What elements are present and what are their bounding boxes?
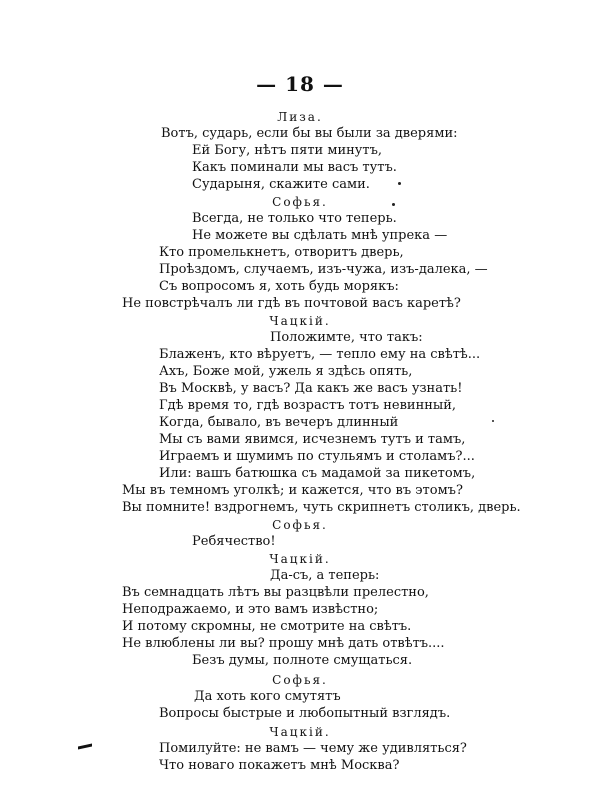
verse-line: Кто промелькнетъ, отворитъ дверь, (159, 245, 404, 260)
speaker-name: Чацкій. (269, 314, 331, 328)
verse-line: Что новаго покажетъ мнѣ Москва? (159, 758, 400, 773)
scan-speck (392, 203, 395, 206)
edge-mark (78, 744, 92, 750)
verse-line: Мы съ вами явимся, исчезнемъ тутъ и тамъ, (159, 432, 466, 447)
verse-line: Не повстрѣчалъ ли гдѣ въ почтовой васъ каретѣ? (122, 296, 461, 311)
speaker-name: Софья. (272, 518, 328, 532)
verse-line: Всегда, не только что теперь. (192, 211, 397, 226)
verse-line: И потому скромны, не смотрите на свѣтъ. (122, 619, 412, 634)
speaker-name: Чацкій. (269, 725, 331, 739)
scan-speck (492, 420, 494, 422)
verse-line: Вопросы быстрые и любопытный взглядъ. (159, 706, 451, 721)
speaker-name: Софья. (272, 673, 328, 687)
verse-line: Проѣздомъ, случаемъ, изъ-чужа, изъ-далека, — (159, 262, 488, 277)
verse-line: Ребячество! (192, 534, 276, 549)
verse-line: Какъ поминали мы васъ тутъ. (192, 160, 397, 175)
verse-line: Помилуйте: не вамъ — чему же удивляться? (159, 741, 467, 756)
speaker-name: Софья. (272, 195, 328, 209)
verse-line: Да-съ, а теперь: (270, 568, 380, 583)
verse-line: Да хоть кого смутятъ (194, 689, 341, 704)
speaker-name: Лиза. (277, 110, 323, 124)
verse-line: Съ вопросомъ я, хоть будь морякъ: (159, 279, 399, 294)
verse-line: Блаженъ, кто вѣруетъ, — тепло ему на свѣтѣ... (159, 347, 481, 362)
verse-line: Ей Богу, нѣтъ пяти минутъ, (192, 143, 383, 158)
speaker-name: Чацкій. (269, 552, 331, 566)
verse-line: Безъ думы, полноте смущаться. (192, 653, 413, 668)
verse-line: Сударыня, скажите сами. (192, 177, 370, 192)
scan-speck (398, 182, 401, 185)
verse-line: Мы въ темномъ уголкѣ; и кажется, что въ этомъ? (122, 483, 463, 498)
verse-line: Гдѣ время то, гдѣ возрастъ тотъ невинный, (159, 398, 457, 413)
verse-line: Не влюблены ли вы? прошу мнѣ дать отвѣтъ.... (122, 636, 445, 651)
verse-line: Вы помните! вздрогнемъ, чуть скрипнетъ столикъ, дверь. (122, 500, 521, 515)
verse-line: Когда, бывало, въ вечеръ длинный (159, 415, 399, 430)
verse-line: Положимте, что такъ: (270, 330, 423, 345)
verse-line: Или: вашъ батюшка съ мадамой за пикетомъ, (159, 466, 476, 481)
verse-line: Въ Москвѣ, у васъ? Да какъ же васъ узнать! (159, 381, 463, 396)
verse-line: Не можете вы сдѣлать мнѣ упрека — (192, 228, 448, 243)
verse-line: Вотъ, сударь, если бы вы были за дверями: (161, 126, 458, 141)
verse-line: Неподражаемо, и это вамъ извѣстно; (122, 602, 379, 617)
verse-line: Ахъ, Боже мой, ужель я здѣсь опять, (159, 364, 413, 379)
verse-line: Играемъ и шумимъ по стульямъ и столамъ?... (159, 449, 475, 464)
verse-line: Въ семнадцать лѣтъ вы разцвѣли прелестно, (122, 585, 429, 600)
page-number: — 18 — (256, 72, 344, 96)
